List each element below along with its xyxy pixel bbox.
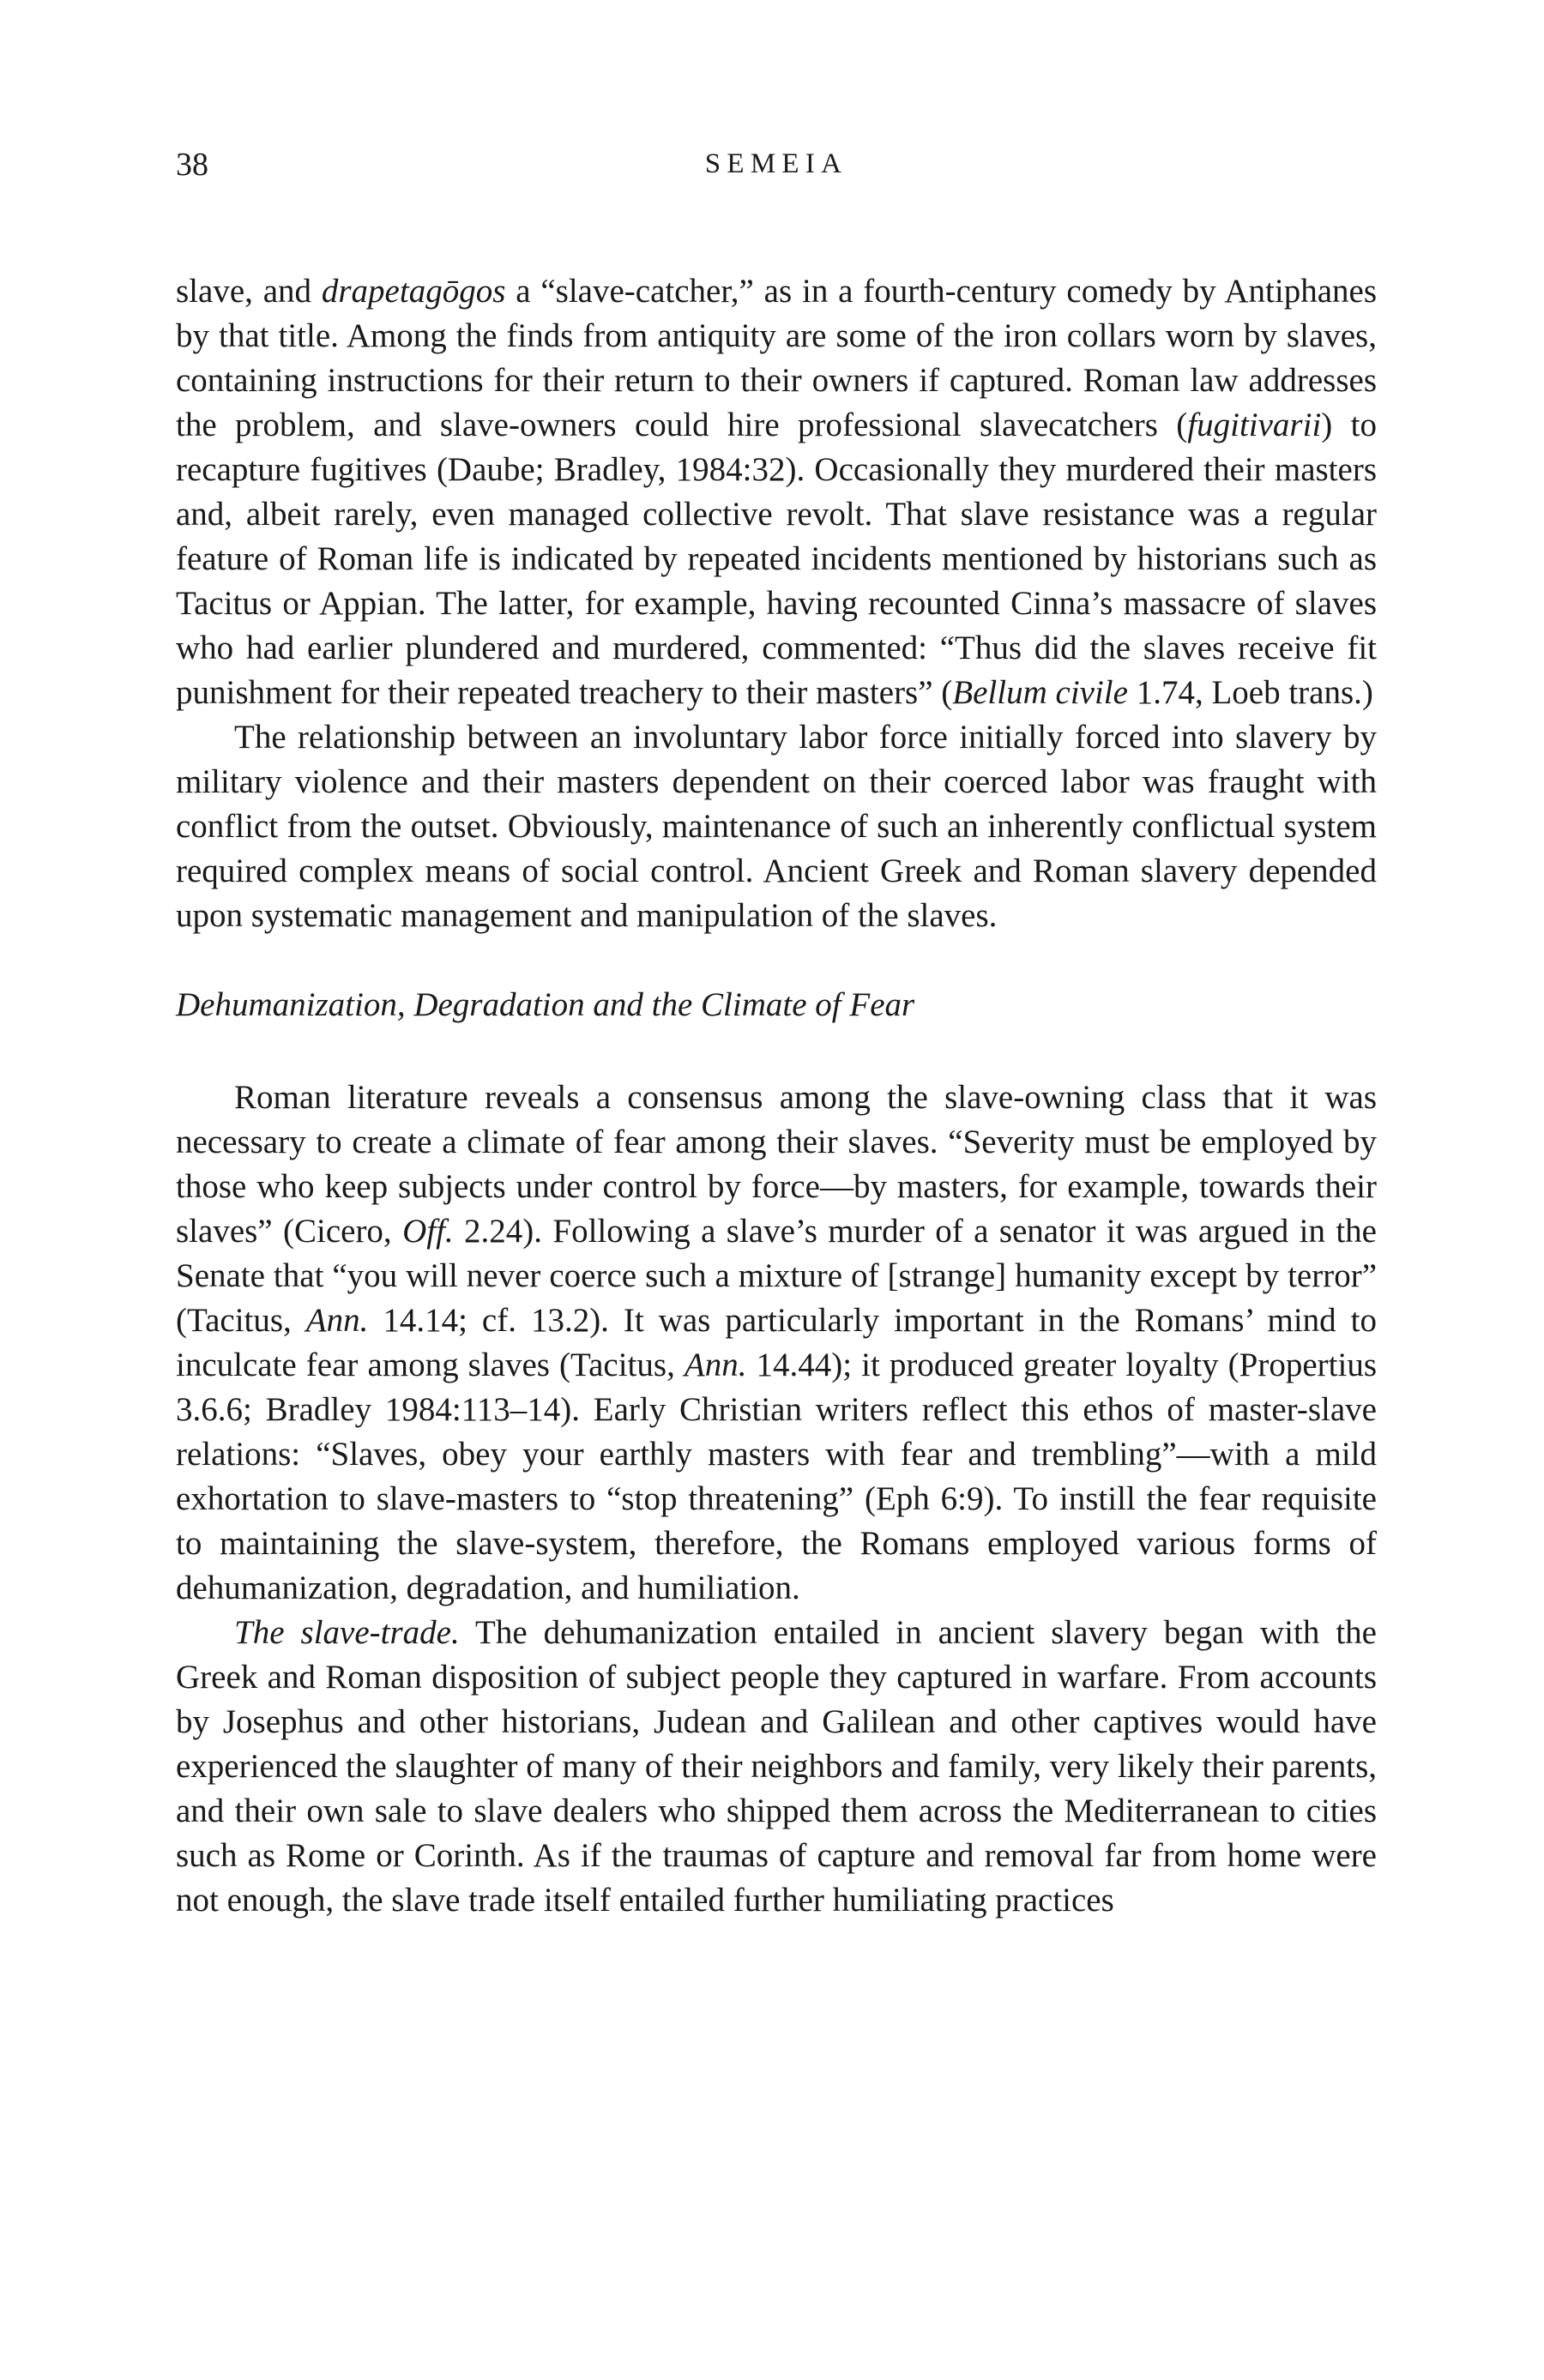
running-header bbox=[176, 146, 1377, 190]
paragraph-slave-catchers: slave, and drapetagōgos a “slave-catcher,” as in a fourth-century comedy by Antiphanes by that title. Among the finds from antiquity are some of the iron collars worn by slaves, containing instructions for their return to their owners if captured. Roman law addresses the problem, and slave-owners could hire professional slavecatchers (fugitivarii) to recapture fugitives (Daube; Bradley, 1984:32). Occasionally they murdered their masters and, albeit rarely, even managed collective revolt. That slave resistance was a regular feature of Roman life is indicated by repeated incidents mentioned by historians such as Tacitus or Appian. The latter, for example, having recounted Cinna’s massacre of slaves who had earlier plundered and murdered, commented: “Thus did the slaves receive fit punishment for their repeated treachery to their masters” (Bellum civile 1.74, Loeb trans.) bbox=[176, 273, 1377, 711]
paragraph-slave-trade: The slave-trade. The dehumanization entailed in ancient slavery began with the Greek and Roman disposition of subject people they captured in warfare. From accounts by Josephus and other historians, Judean and Galilean and other captives would have experienced the slaughter of many of their neighbors and family, very likely their parents, and their own sale to slave dealers who shipped them across the Mediterranean to cities such as Rome or Corinth. As if the traumas of capture and removal far from home were not enough, the slave trade itself entailed further humiliating practices bbox=[176, 1614, 1377, 1919]
section-heading-dehumanization: Dehumanization, Degradation and the Climate of Fear bbox=[176, 986, 915, 1023]
running-head-title: SEMEIA bbox=[704, 148, 848, 179]
paragraph-climate-of-fear: Roman literature reveals a consensus among the slave-owning class that it was necessary to create a climate of fear among their slaves. “Severity must be employed by those who keep subjects under control by force—by masters, for example, towards their slaves” (Cicero, Off. 2.24). Following a slave’s murder of a senator it was argued in the Senate that “you will never coerce such a mixture of [strange] humanity except by terror” (Tacitus, Ann. 14.14; cf. 13.2). It was particularly important in the Romans’ mind to inculcate fear among slaves (Tacitus, Ann. 14.44); it produced greater loyalty (Propertius 3.6.6; Bradley 1984:113–14). Early Christian writers reflect this ethos of master-slave relations: “Slaves, obey your earthly masters with fear and trembling”—with a mild exhortation to slave-masters to “stop threatening” (Eph 6:9). To instill the fear requisite to maintaining the slave-system, therefore, the Romans employed various forms of dehumanization, degradation, and humiliation. bbox=[176, 1079, 1377, 1606]
page-number: 38 bbox=[176, 147, 208, 183]
paragraph-involuntary-labor: The relationship between an involuntary labor force initially forced into slavery by military violence and their masters dependent on their coerced labor was fraught with conflict from the outset. Obviously, maintenance of such an inherently conflictual system required complex means of social control. Ancient Greek and Roman slavery depended upon systematic management and manipulation of the slaves. bbox=[176, 719, 1377, 934]
article-body bbox=[176, 269, 1377, 1923]
